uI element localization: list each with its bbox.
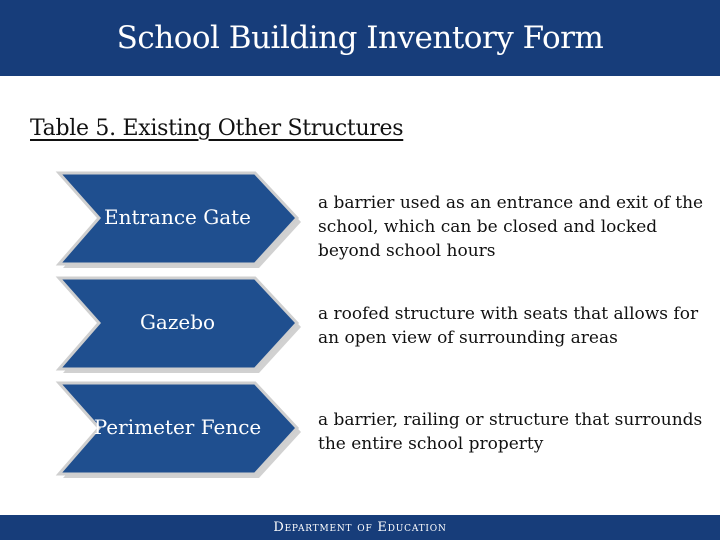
table-caption: Table 5. Existing Other Structures [30,116,404,141]
title-bar [0,0,720,76]
chevron-shape [55,381,305,481]
footer-text: Department of Education [273,520,447,535]
term-definition: a roofed structure with seats that allows for an open view of surrounding areas [318,304,699,348]
term-label: Gazebo [139,309,216,334]
chevron-shape [55,276,305,376]
term-label: Entrance Gate [103,204,252,229]
term-label: Perimeter Fence [93,414,262,439]
chevron-shape [55,171,305,271]
term-definition: a barrier used as an entrance and exit of the school, which can be closed and locked beyond school hours [318,193,704,261]
page-title: School Building Inventory Form [116,20,604,56]
term-definition: a barrier, railing or structure that surrounds the entire school property [318,410,703,454]
footer-bar [0,515,720,540]
